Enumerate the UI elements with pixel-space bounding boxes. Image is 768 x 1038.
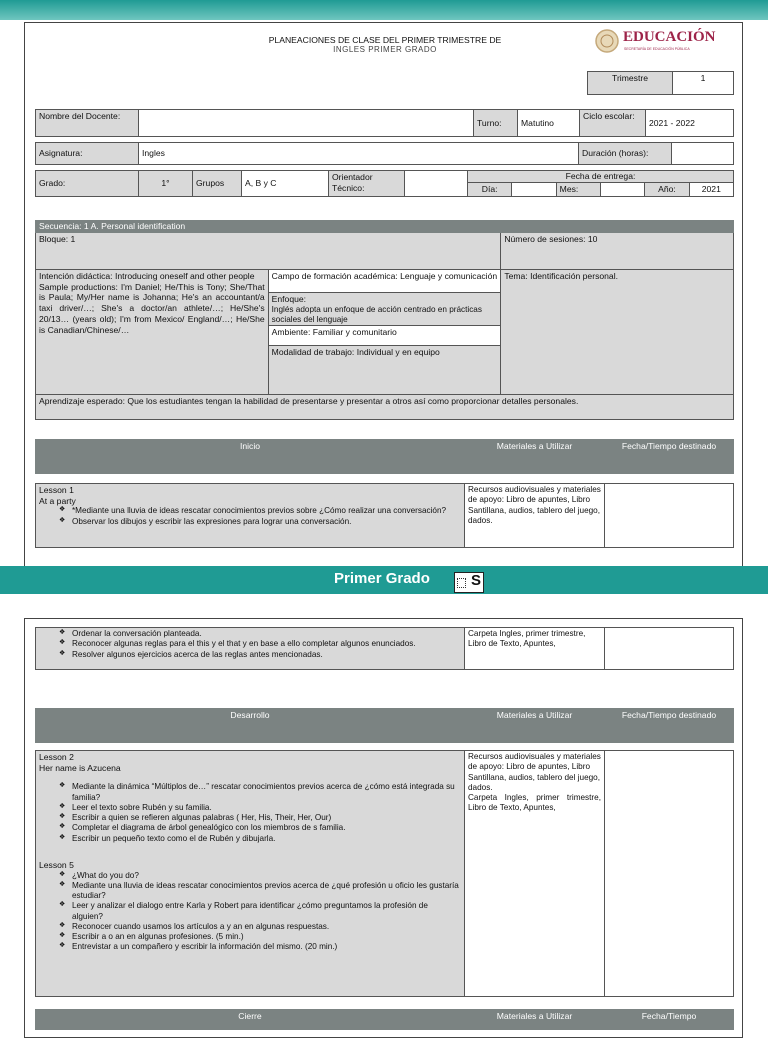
asignatura-value[interactable]: Ingles [139, 143, 579, 165]
anio-value[interactable]: 2021 [689, 183, 733, 197]
seal-icon [595, 29, 619, 53]
dia-label: Día: [468, 183, 512, 197]
materiales-header: Materiales a Utilizar [465, 440, 605, 474]
intencion-cell: Intención didáctica: Introducing oneself and other people Sample productions: I'm Daniel; He/This is Tony; She/That is Paula; My/Her name is Johanna; He's an accountant/a taxi driver/…; She's a doctor/an athlete/…; He/She's 20/13… (years old); I'm from Mexico/ England/…; He/She is Canadian/Chinese/… [36, 270, 269, 395]
desarrollo-materiales-header: Materiales a Utilizar [465, 709, 605, 743]
grado-label: Grado: [36, 171, 139, 197]
inicio-header: Inicio [36, 440, 465, 474]
list-item: ❖ Observar los dibujos y escribir las expresiones para lograr una conversación. [59, 517, 461, 527]
continuation-fecha[interactable] [605, 628, 734, 670]
footer-label: Primer Grado [334, 570, 430, 587]
desarrollo-header: Desarrollo [36, 709, 465, 743]
trimestre-label: Trimestre [588, 72, 673, 95]
list-item: ❖ Mediante la dinámica “Múltiplos de…” rescatar conocimientos previos acerca de ¿cómo está integrada su familia? [59, 782, 461, 803]
tema: Tema: Identificación personal. [501, 270, 734, 395]
inicio-table [35, 439, 734, 548]
desarrollo-fecha[interactable] [605, 751, 734, 997]
campo: Campo de formación académica: Lenguaje y comunicación [269, 270, 501, 293]
list-item: ❖ *Mediante una lluvia de ideas rescatar conocimientos previos sobre ¿Cómo realizar una conversación? [59, 506, 461, 516]
turno-value[interactable]: Matutino [518, 110, 580, 137]
page-2 [24, 618, 743, 1038]
list-item: ❖ Escribir un pequeño texto como el de Rubén y dibujarla. [59, 834, 461, 844]
secuencia-title: Secuencia: 1 A. Personal identification [36, 221, 734, 233]
cierre-header: Cierre [36, 1010, 465, 1030]
ciclo-label: Ciclo escolar: [580, 110, 646, 137]
turno-label: Turno: [474, 110, 518, 137]
grid-icon [457, 578, 466, 588]
cierre-table [35, 1009, 734, 1030]
list-item: ❖ Completar el diagrama de árbol genealógico con los miembros de s familia. [59, 823, 461, 833]
list-item: ❖ Leer y analizar el dialogo entre Karla y Robert para identificar ¿cómo preguntamos la profesión de alguien? [59, 901, 461, 922]
trimestre-table [587, 71, 734, 95]
desarrollo-content: Lesson 2 Her name is Azucena ❖ Mediante la dinámica “Múltiplos de…” rescatar conocimientos previos acerca de ¿cómo está integrada su familia? ❖ Leer el texto sobre Rubén y su familia. ❖ Escribir a quien se refieren algunas palabras ( Her, His, Their, Her, Our) ❖ Completar el diagrama de árbol genealógico con los miembros de s familia. ❖ Escribir un pequeño texto como el de Rubén y dibujarla. Lesson 5 ❖ ¿What do you do? ❖ Mediante una lluvia de ideas rescatar conocimientos previos acerca de ¿qué profesión u oficio les gustaría estudiar? ❖ Leer y analizar el dialogo entre Karla y Robert para identificar ¿cómo preguntamos la profesión de alguien? ❖ Reconocer cuando usamos los artículos a y an en algunas respuestas. ❖ Escribir a o an en algunas profesiones. (5 min.) ❖ Entrevistar a un compañero y escribir la información del mismo. (20 min.) [36, 751, 465, 997]
duracion-value[interactable] [672, 143, 734, 165]
grado-value[interactable]: 1° [139, 171, 193, 197]
desarrollo-materiales: Recursos audiovisuales y materiales de apoyo: Libro de apuntes, Libro Santillana, audios, tablero del juego, dados. Carpeta Ingles, primer trimestre, Libro de Texto, Apuntes, [465, 751, 605, 997]
sep-logo: EDUCACIÓN SECRETARÍA DE EDUCACIÓN PÚBLICA [595, 27, 725, 57]
enfoque: Enfoque: Inglés adopta un enfoque de acción centrado en prácticas sociales del lenguaje [269, 293, 501, 326]
list-item: ❖ Mediante una lluvia de ideas rescatar conocimientos previos acerca de ¿qué profesión u oficio les gustaría estudiar? [59, 881, 461, 902]
list-item: ❖ Resolver algunos ejercicios acerca de las reglas antes mencionadas. [59, 650, 461, 660]
desarrollo-fecha-header: Fecha/Tiempo destinado [605, 709, 734, 743]
inicio-fecha[interactable] [605, 484, 734, 548]
footer-badge: S [454, 572, 484, 593]
page-1 [24, 22, 743, 568]
docente-field[interactable] [139, 110, 474, 137]
continuation-table [35, 627, 734, 670]
list-item: ❖ Leer el texto sobre Rubén y su familia. [59, 803, 461, 813]
inicio-items [39, 506, 461, 527]
footer-band [0, 566, 768, 594]
mes-label: Mes: [556, 183, 600, 197]
list-item: ❖ ¿What do you do? [59, 871, 461, 881]
dia-value[interactable] [512, 183, 556, 197]
cierre-fecha-header: Fecha/Tiempo [605, 1010, 734, 1030]
docente-label: Nombre del Docente: [36, 110, 139, 137]
orientador-label: Orientador Técnico: [329, 171, 405, 197]
asignatura-table [35, 142, 734, 165]
grupos-label: Grupos [193, 171, 242, 197]
inicio-content: Lesson 1 At a party ❖ *Mediante una lluvia de ideas rescatar conocimientos previos sobre ¿Cómo realizar una conversación? ❖ Observar los dibujos y escribir las expresiones para lograr una conversación. [36, 484, 465, 548]
document-title: PLANEACIONES DE CLASE DEL PRIMER TRIMESTRE DE INGLES PRIMER GRADO [268, 35, 502, 54]
mes-value[interactable] [600, 183, 644, 197]
desarrollo-table [35, 708, 734, 997]
aprendizaje: Aprendizaje esperado: Que los estudiantes tengan la habilidad de presentarse y presentar a otros así como proporcionar detalles personales. [36, 395, 734, 420]
bloque: Bloque: 1 [36, 233, 501, 270]
list-item: ❖ Escribir a o an en algunas profesiones. (5 min.) [59, 932, 461, 942]
inicio-materiales: Recursos audiovisuales y materiales de apoyo: Libro de apuntes, Libro Santillana, audios, tablero del juego, dados. [465, 484, 605, 548]
docente-table [35, 109, 734, 137]
orientador-value[interactable] [405, 171, 468, 197]
campo-cell [268, 270, 501, 395]
asignatura-label: Asignatura: [36, 143, 139, 165]
duracion-label: Duración (horas): [579, 143, 672, 165]
trimestre-value[interactable]: 1 [673, 72, 734, 95]
list-item: ❖ Escribir a quien se refieren algunas palabras ( Her, His, Their, Her, Our) [59, 813, 461, 823]
continuation-materiales: Carpeta Ingles, primer trimestre, Libro de Texto, Apuntes, [465, 628, 605, 670]
ambiente: Ambiente: Familiar y comunitario [269, 326, 501, 346]
fecha-header: Fecha/Tiempo destinado [605, 440, 734, 474]
list-item: ❖ Ordenar la conversación planteada. [59, 629, 461, 639]
sesiones: Número de sesiones: 10 [501, 233, 734, 270]
list-item: ❖ Entrevistar a un compañero y escribir la información del mismo. (20 min.) [59, 942, 461, 952]
list-item: ❖ Reconocer algunas reglas para el this y el that y en base a ello completar algunos enunciados. [59, 639, 461, 649]
top-band [0, 0, 768, 20]
secuencia-table [35, 220, 734, 420]
grado-table [35, 170, 734, 197]
ciclo-value[interactable]: 2021 - 2022 [646, 110, 734, 137]
grupos-value[interactable]: A, B y C [242, 171, 329, 197]
modalidad: Modalidad de trabajo: Individual y en equipo [269, 346, 501, 394]
anio-label: Año: [645, 183, 689, 197]
list-item: ❖ Reconocer cuando usamos los artículos a y an en algunas respuestas. [59, 922, 461, 932]
continuation-content [36, 628, 465, 670]
cierre-materiales-header: Materiales a Utilizar [465, 1010, 605, 1030]
fecha-entrega-label: Fecha de entrega: [468, 171, 734, 183]
